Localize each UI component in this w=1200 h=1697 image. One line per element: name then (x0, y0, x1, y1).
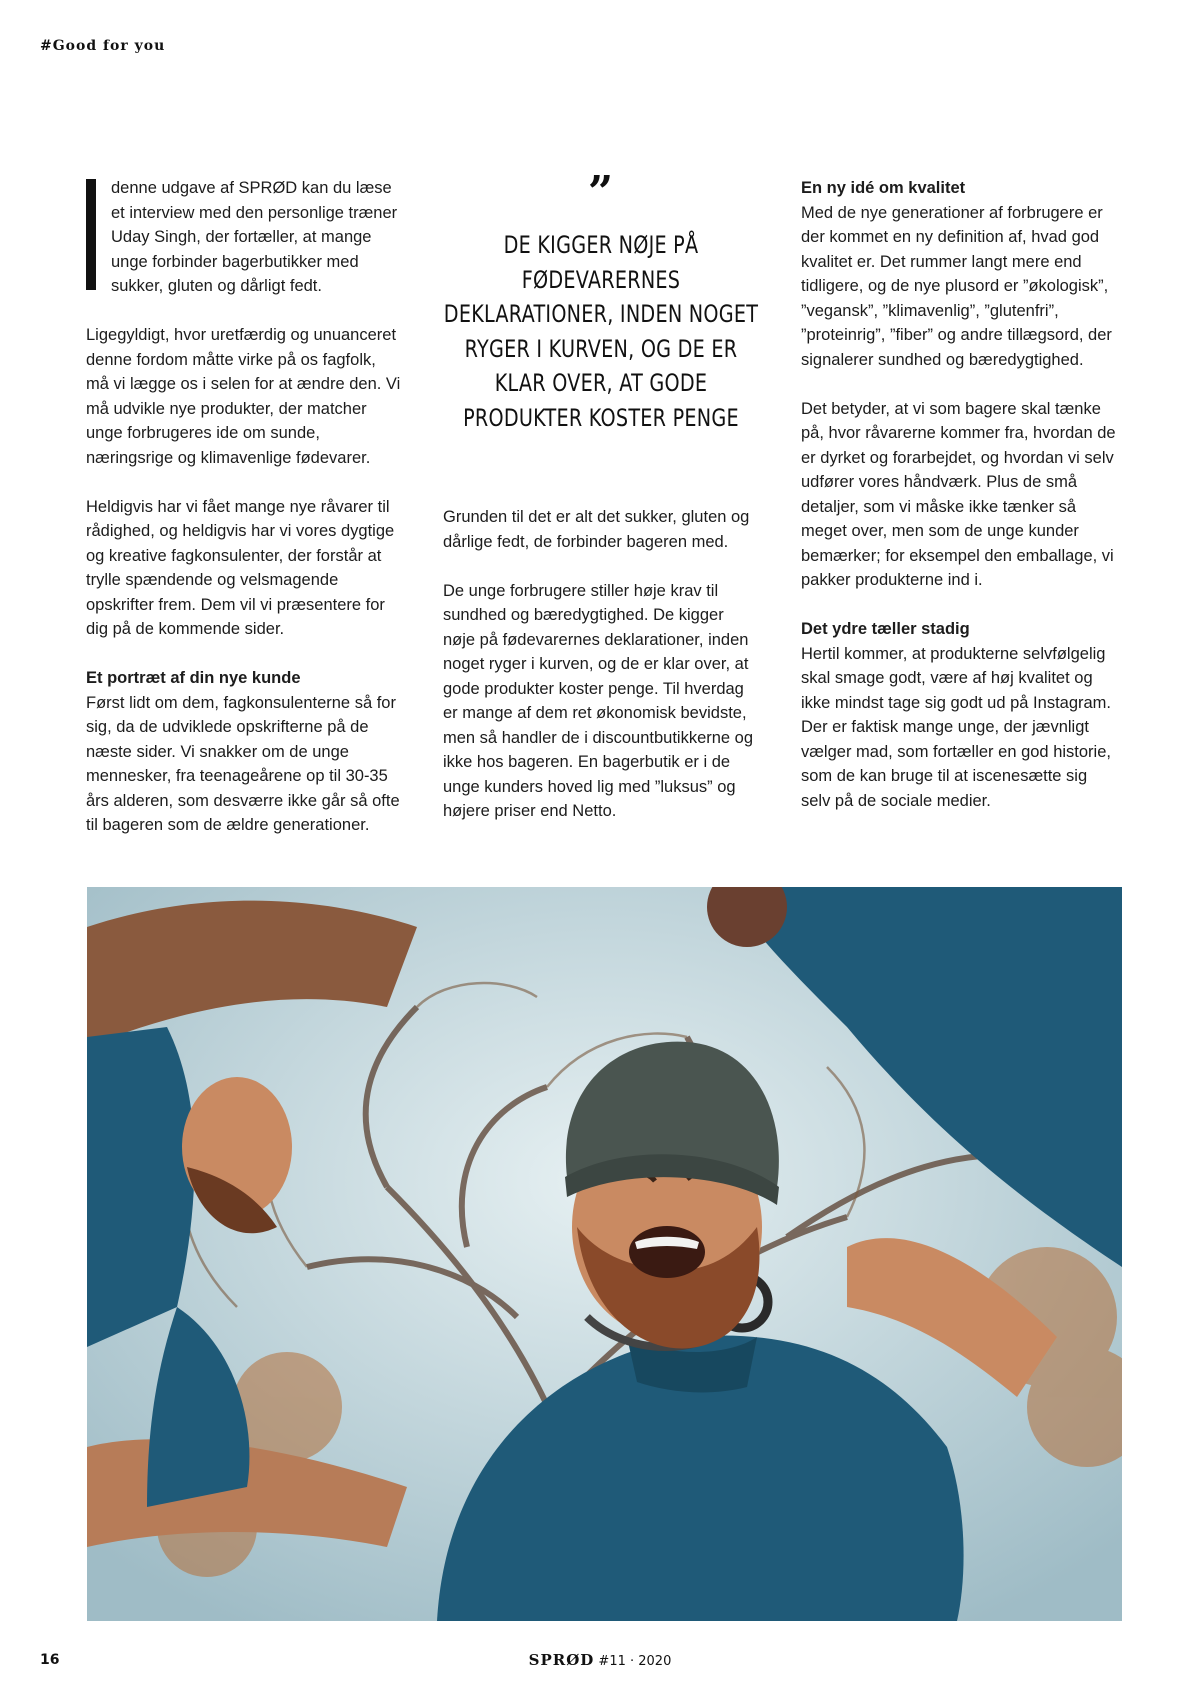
body-paragraph: Grunden til det er alt det sukker, gluten og dårlige fedt, de forbinder bageren med. (443, 508, 750, 551)
intro-text: denne udgave af SPRØD kan du læse et interview med den personlige træner Uday Singh, der fortæller, at mange unge forbinder bagerbutikker med sukker, gluten og dårligt fedt. (111, 179, 398, 295)
magazine-brand: SPRØD (528, 1651, 595, 1669)
body-paragraph: Med de nye generationer af forbrugere er der kommet en ny definition af, hvad god kvalitet er. Det rummer langt mere end tidligere, og de nye plusord er ”økologisk”, ”vegansk”, ”klimavenlig”, ”glutenfri”, ”proteinrig”, ”fiber” og andre tillægsord, der signalerer sundhed og bæredygtighed. (801, 203, 1112, 369)
quote-mark-icon: ” (587, 167, 614, 218)
body-paragraph: Først lidt om dem, fagkonsulenterne så for sig, da de udviklede opskrifterne på de næste sider. Vi snakker om de unge mennesker, fra teenageårene op til 30-35 års alderen, som desværre ikke går så ofte til bageren som de ældre generationer. (86, 693, 400, 834)
article-photo (87, 887, 1122, 1621)
article-column-left (86, 176, 401, 862)
article-column-right (801, 176, 1116, 838)
intro-paragraph (86, 176, 401, 299)
pull-quote: DE KIGGER NØJE PÅ FØDEVARERNES DEKLARATIONER, INDEN NOGET RYGER I KURVEN, OG DE ER KLAR OVER, AT GODE PRODUKTER KOSTER PENGE (443, 231, 759, 432)
photo-illustration (87, 887, 1122, 1621)
body-paragraph: De unge forbrugere stiller høje krav til sundhed og bæredygtighed. De kigger nøje på fødevarernes deklarationer, inden noget ryger i kurven, og de er klar over, at gode produkter koster penge. Til hverdag er mange af dem ret økonomisk bevidste, men så handler de i discountbutikkerne og ikke hos bageren. En bagerbutik er i de unge kunders hoved lig med ”luksus” og højere priser end Netto. (443, 581, 754, 820)
magazine-issue: #11 · 2020 (594, 1654, 672, 1669)
magazine-footer (0, 1651, 1200, 1669)
body-paragraph: Heldigvis har vi fået mange nye råvarer til rådighed, og heldigvis har vi vores dygtige og kreative fagkonsulenter, der forstår at trylle spændende og velsmagende opskrifter frem. Dem vil vi præsentere for dig på de kommende sider. (86, 497, 395, 638)
body-paragraph: Ligegyldigt, hvor uretfærdig og unuanceret denne fordom måtte virke på os fagfolk, må vi lægge os i selen for at ændre den. Vi må udvikle nye produkter, der matcher unge forbrugeres ide om sunde, næringsrige og klimavenlige fødevarer. (86, 326, 401, 467)
page-number: 16 (40, 1652, 60, 1668)
body-paragraph: Hertil kommer, at produkterne selvfølgelig skal smage godt, være af høj kvalitet og ikke mindst tage sig godt ud på Instagram. Der er faktisk mange unge, der jævnligt vælger mad, som fortæller en god historie, som de kan bruge til at iscenesætte sig selv på de sociale medier. (801, 644, 1112, 810)
section-tag: #Good for you (40, 38, 166, 54)
subheading: Det ydre tæller stadig (801, 620, 970, 638)
subheading: En ny idé om kvalitet (801, 179, 966, 197)
subheading: Et portræt af din nye kunde (86, 669, 301, 687)
article-column-middle (443, 167, 759, 848)
drop-cap-i (86, 179, 96, 290)
body-paragraph: Det betyder, at vi som bagere skal tænke på, hvor råvarerne kommer fra, hvordan de er dyrket og forarbejdet, og hvordan vi selv udfører vores håndværk. Plus de små detaljer, som vi måske ikke tænker så meget over, men som de unge kunder bemærker; for eksempel den emballage, vi pakker produkterne ind i. (801, 399, 1116, 589)
